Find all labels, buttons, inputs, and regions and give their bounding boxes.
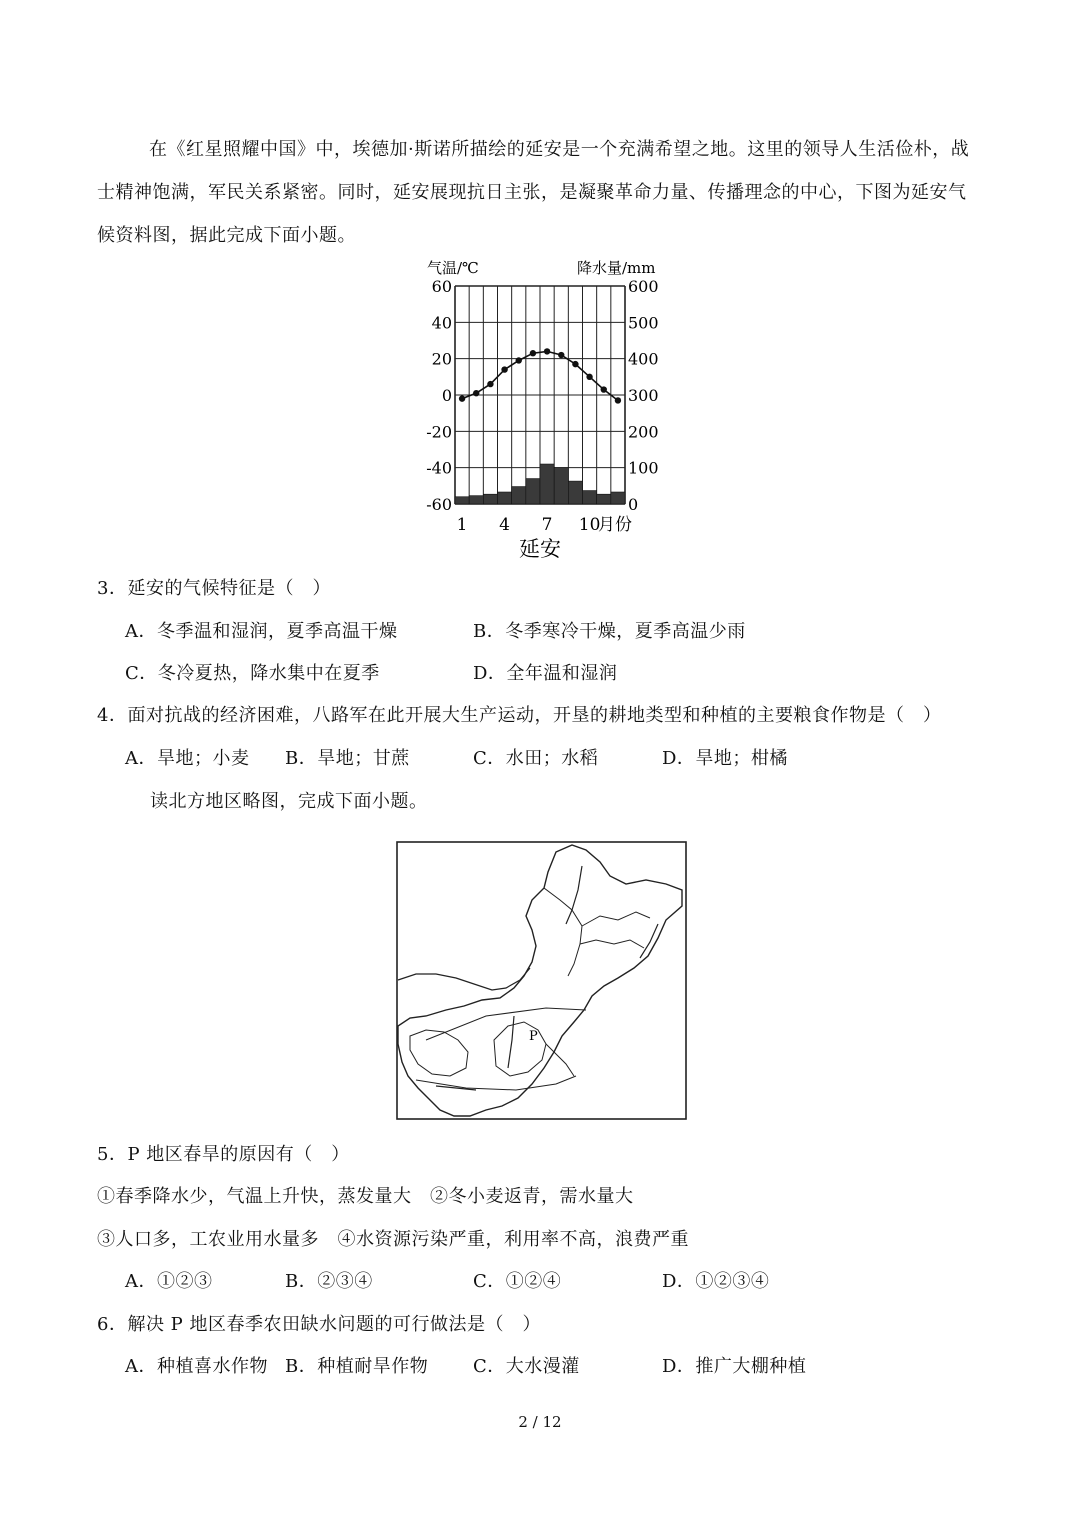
right-ticks [628, 277, 659, 514]
left-tick-label: -60 [426, 495, 452, 514]
left-ticks [426, 277, 452, 514]
intro-paragraph [97, 128, 977, 257]
q6-option-b[interactable]: B．种植耐旱作物 [285, 1356, 429, 1377]
x-tick-label: 4 [499, 515, 510, 535]
temp-point-month-9 [572, 361, 578, 367]
chart-title: 延安 [519, 537, 561, 561]
q6-stem: 6．解决 P 地区春季农田缺水问题的可行做法是（ ） [97, 1314, 542, 1335]
q5-stem: 5．P 地区春旱的原因有（ ） [97, 1144, 350, 1165]
map-frame [397, 842, 686, 1119]
q3-option-c[interactable]: C．冬冷夏热，降水集中在夏季 [125, 663, 380, 684]
precip-bar-month-12 [611, 492, 625, 504]
precip-bar-month-11 [597, 494, 611, 504]
right-tick-label: 400 [628, 349, 659, 369]
left-tick-label: -20 [426, 422, 452, 442]
map-label-p: P [529, 1029, 538, 1044]
left-tick-label: 40 [431, 313, 452, 333]
q6-option-c[interactable]: C．大水漫灌 [473, 1356, 580, 1377]
temp-point-month-8 [558, 352, 564, 358]
q5-option-a[interactable]: A．①②③ [125, 1271, 213, 1292]
precip-bar-month-6 [526, 479, 540, 504]
precip-bar-month-1 [455, 497, 469, 504]
temp-point-month-7 [544, 348, 550, 354]
x-axis-label: 月份 [598, 515, 632, 535]
temp-point-month-2 [473, 390, 479, 396]
right-tick-label: 600 [628, 277, 659, 296]
x-tick-label: 1 [456, 515, 468, 535]
precip-bar-month-9 [568, 481, 582, 504]
right-tick-label: 300 [628, 386, 659, 405]
temp-point-month-3 [487, 381, 493, 387]
temp-point-month-1 [459, 395, 465, 401]
q6-option-d[interactable]: D．推广大棚种植 [662, 1356, 807, 1377]
precip-bar-month-7 [540, 464, 554, 504]
x-ticks [457, 515, 601, 535]
temp-point-month-4 [501, 366, 507, 372]
precip-bar-month-2 [469, 496, 483, 504]
north-china-map [396, 840, 688, 1122]
right-tick-label: 0 [628, 495, 639, 514]
precip-bar-month-8 [554, 468, 568, 504]
temp-point-month-6 [530, 350, 536, 356]
temp-point-month-11 [601, 386, 607, 392]
left-tick-label: 20 [431, 349, 452, 369]
right-tick-label: 500 [628, 313, 659, 333]
map-intro: 读北方地区略图，完成下面小题。 [150, 791, 428, 812]
left-tick-label: -40 [426, 458, 452, 478]
q5-option-c[interactable]: C．①②④ [473, 1271, 562, 1292]
q6-option-a[interactable]: A．种植喜水作物 [125, 1356, 268, 1377]
precip-bar-month-5 [512, 487, 526, 504]
q3-option-a[interactable]: A．冬季温和湿润，夏季高温干燥 [125, 621, 398, 642]
temp-point-month-10 [586, 374, 592, 380]
q4-option-a[interactable]: A．旱地；小麦 [125, 748, 250, 769]
q3-option-d[interactable]: D．全年温和湿润 [473, 663, 618, 684]
q5-option-d[interactable]: D．①②③④ [662, 1271, 770, 1292]
left-axis-label: 气温/℃ [427, 259, 479, 277]
q4-option-d[interactable]: D．旱地；柑橘 [662, 748, 788, 769]
page-number: 2 / 12 [518, 1413, 562, 1431]
right-tick-label: 200 [628, 422, 659, 442]
right-axis-label: 降水量/mm [577, 259, 656, 277]
q3-stem: 3．延安的气候特征是（ ） [97, 578, 331, 599]
left-tick-label: 0 [441, 386, 452, 405]
q4-option-c[interactable]: C．水田；水稻 [473, 748, 599, 769]
temp-point-month-5 [516, 357, 522, 363]
q4-stem: 4．面对抗战的经济困难，八路军在此开展大生产运动，开垦的耕地类型和种植的主要粮食作物是（ ） [97, 705, 942, 726]
x-tick-label: 10 [578, 515, 601, 535]
climate-chart [415, 256, 675, 566]
precip-bar-month-10 [583, 491, 597, 504]
q5-option-b[interactable]: B．②③④ [285, 1271, 373, 1292]
q5-statement-1: ①春季降水少，气温上升快，蒸发量大 ②冬小麦返青，需水量大 [97, 1186, 634, 1207]
q4-option-b[interactable]: B．旱地；甘蔗 [285, 748, 410, 769]
q3-option-b[interactable]: B．冬季寒冷干燥，夏季高温少雨 [473, 621, 746, 642]
precipitation-bars [455, 464, 625, 504]
intro-text: 在《红星照耀中国》中，埃德加·斯诺所描绘的延安是一个充满希望之地。这里的领导人生活俭朴，战士精神饱满，军民关系紧密。同时，延安展现抗日主张，是凝聚革命力量、传播理念的中心，下图为延安气候资料图，据此完成下面小题。 [97, 139, 970, 246]
right-tick-label: 100 [628, 458, 659, 478]
left-tick-label: 60 [431, 277, 452, 296]
x-tick-label: 7 [541, 515, 553, 535]
precip-bar-month-4 [498, 492, 512, 504]
temp-point-month-12 [615, 397, 621, 403]
q5-statement-2: ③人口多，工农业用水量多 ④水资源污染严重，利用率不高，浪费严重 [97, 1229, 689, 1250]
precip-bar-month-3 [483, 494, 497, 504]
